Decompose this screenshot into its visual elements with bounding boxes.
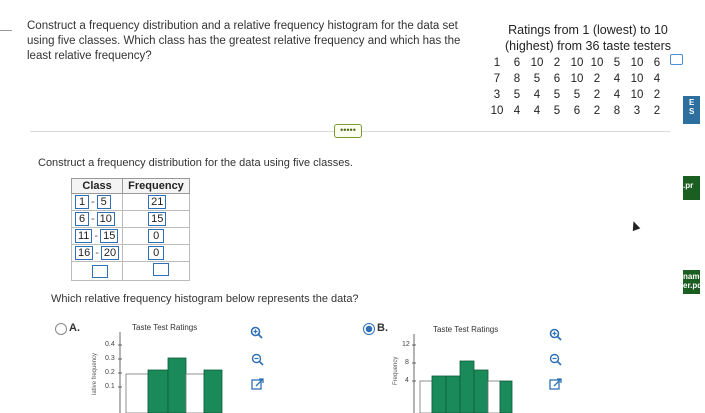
option-b-y-label: Frequency: [393, 356, 399, 385]
edge-label: name: [683, 272, 704, 281]
rating-value: 10: [590, 57, 604, 69]
edge-panel-mid: [683, 176, 700, 200]
rating-value: 10: [530, 57, 544, 69]
rating-value: 4: [613, 73, 621, 85]
rating-value: 6: [553, 73, 561, 85]
histogram-bar: [204, 370, 222, 413]
histogram-bar: [446, 376, 460, 413]
rating-value: 10: [630, 57, 644, 69]
frequency-input[interactable]: 15: [148, 212, 166, 226]
rating-value: 4: [533, 89, 541, 101]
edge-panel-top: [683, 96, 700, 124]
rating-value: 5: [513, 89, 521, 101]
upper-limit-input[interactable]: 5: [97, 195, 111, 209]
rating-value: 10: [570, 73, 584, 85]
copy-data-icon[interactable]: [670, 54, 683, 65]
option-b-chart-title: Taste Test Ratings: [433, 325, 499, 334]
empty-class-input[interactable]: [92, 265, 108, 278]
rating-value: 6: [573, 105, 581, 117]
tick-label: 12: [402, 341, 410, 348]
table-header-row: [72, 179, 190, 194]
option-a-histogram: [118, 332, 238, 413]
tick-label: 0.4: [105, 341, 115, 348]
rating-value: 10: [630, 73, 644, 85]
mouse-cursor: [630, 220, 641, 231]
table-row: 11 - 15 0: [72, 228, 190, 245]
lower-limit-input[interactable]: 1: [75, 195, 89, 209]
histogram-bar: [474, 370, 488, 413]
tick-label: 0.3: [105, 355, 115, 362]
option-b-label: B.: [377, 322, 388, 334]
ratings-title-line1: Ratings from 1 (lowest) to 10: [508, 23, 668, 37]
question-text: Construct a frequency distribution and a relative frequency histogram for the data set using five classes. Which class has the greatest relative frequency and which has the least relative frequency?: [27, 20, 461, 62]
tick-label: 8: [405, 359, 409, 366]
rating-value: 2: [593, 89, 601, 101]
option-b-histogram: [412, 334, 532, 413]
tick-label: 4: [405, 377, 409, 384]
open-new-window-icon[interactable]: [251, 378, 264, 391]
table-row: 6 - 10 15: [72, 211, 190, 228]
ratings-data-grid: [487, 55, 667, 119]
tick-label: 0.2: [105, 369, 115, 376]
lower-limit-input[interactable]: 6: [75, 212, 89, 226]
lower-limit-input[interactable]: 11: [75, 229, 92, 243]
histogram-question: Which relative frequency histogram below represents the data?: [51, 293, 359, 305]
rating-value: 8: [513, 73, 521, 85]
table-row: 16 - 20 0: [72, 245, 190, 262]
rating-value: 2: [593, 105, 601, 117]
rating-value: 3: [633, 105, 641, 117]
histogram-bar: [186, 374, 204, 413]
rating-value: 2: [653, 105, 661, 117]
option-a-y-label: lative frequency: [92, 352, 98, 395]
ratings-title: [498, 22, 678, 54]
zoom-in-icon[interactable]: [250, 326, 263, 339]
rating-value: 6: [653, 57, 661, 69]
rating-value: 4: [513, 105, 521, 117]
histogram-bar: [460, 361, 474, 413]
rating-value: 5: [573, 89, 581, 101]
zoom-out-icon[interactable]: [549, 353, 562, 366]
rating-value: 1: [493, 57, 501, 69]
option-b-radio[interactable]: [363, 323, 375, 335]
histogram-bar: [500, 381, 512, 413]
rating-value: 4: [613, 89, 621, 101]
ratings-title-line2: (highest) from 36 taste testers: [504, 39, 672, 53]
edge-label: E: [689, 98, 695, 107]
empty-frequency-input[interactable]: [153, 263, 169, 276]
upper-limit-input[interactable]: 15: [100, 229, 118, 243]
rating-value: 2: [593, 73, 601, 85]
rating-value: 2: [553, 57, 561, 69]
class-header: Class: [72, 179, 123, 194]
histogram-bar: [488, 381, 500, 413]
rating-value: 6: [513, 57, 521, 69]
rating-value: 5: [533, 73, 541, 85]
more-button[interactable]: •••••: [334, 124, 362, 138]
frequency-table: [71, 178, 190, 281]
histogram-bar: [420, 381, 432, 413]
histogram-bar: [148, 370, 168, 413]
edge-panel-bottom: [683, 270, 705, 294]
histogram-bar: [126, 374, 148, 413]
rating-value: 7: [493, 73, 501, 85]
open-new-window-icon[interactable]: [549, 378, 562, 391]
zoom-out-icon[interactable]: [251, 353, 264, 366]
table-row: 1 - 5 21: [72, 194, 190, 211]
rating-value: 10: [490, 105, 504, 117]
ratings-row: [487, 55, 667, 71]
option-a-chart-title: Taste Test Ratings: [132, 323, 198, 332]
rating-value: 8: [613, 105, 621, 117]
rating-value: 4: [653, 73, 661, 85]
edge-label: S: [689, 107, 695, 116]
rating-value: 5: [613, 57, 621, 69]
ratings-row: [487, 103, 667, 119]
option-a-radio[interactable]: [55, 323, 67, 335]
ratings-row: [487, 87, 667, 103]
table-row: [72, 262, 190, 281]
ratings-row: [487, 71, 667, 87]
histogram-bar: [168, 358, 186, 413]
rating-value: 5: [553, 105, 561, 117]
upper-limit-input[interactable]: 10: [97, 212, 115, 226]
edge-label: .pr: [683, 181, 694, 190]
upper-limit-input[interactable]: 20: [101, 246, 119, 260]
sub-instruction: Construct a frequency distribution for the data using five classes.: [38, 157, 353, 169]
frequency-input[interactable]: 0: [148, 246, 164, 260]
zoom-in-icon[interactable]: [549, 328, 562, 341]
rating-value: 2: [653, 89, 661, 101]
frequency-input[interactable]: 0: [148, 229, 164, 243]
edge-label: er.pdf: [683, 281, 705, 290]
histogram-bar: [432, 376, 446, 413]
frequency-input[interactable]: 21: [148, 195, 166, 209]
left-edge-mark: [0, 30, 12, 31]
rating-value: 3: [493, 89, 501, 101]
rating-value: 10: [630, 89, 644, 101]
rating-value: 4: [533, 105, 541, 117]
frequency-header: Frequency: [123, 179, 190, 194]
tick-label: 0.1: [105, 383, 115, 390]
rating-value: 5: [553, 89, 561, 101]
rating-value: 10: [570, 57, 584, 69]
option-a-label: A.: [69, 322, 80, 334]
lower-limit-input[interactable]: 16: [75, 246, 93, 260]
